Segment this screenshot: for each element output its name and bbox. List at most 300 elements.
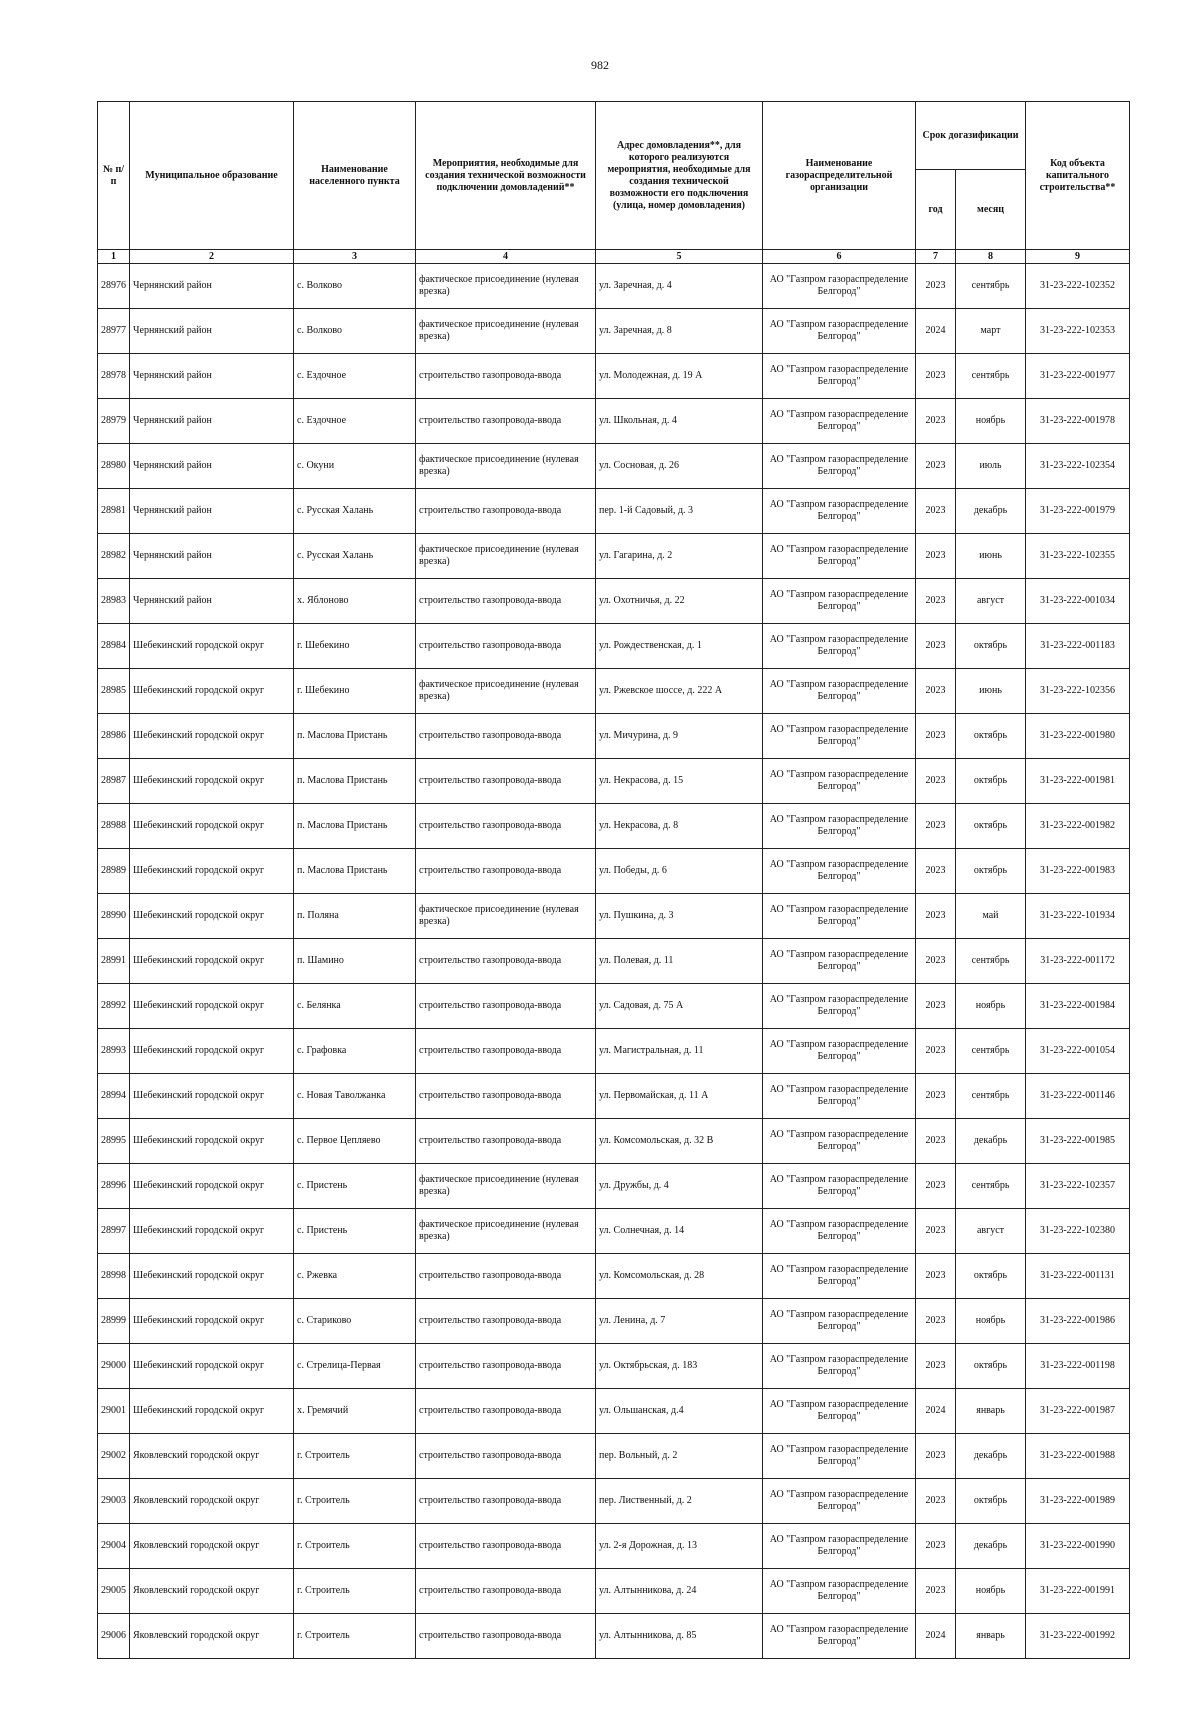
table-row — [98, 1389, 1130, 1434]
event-cell: строительство газопровода-ввода — [416, 804, 596, 849]
table-row — [98, 579, 1130, 624]
month-cell: сентябрь — [956, 939, 1026, 984]
gasification-table — [97, 101, 1130, 1659]
object-code-cell: 31-23-222-102357 — [1026, 1164, 1130, 1209]
month-cell: октябрь — [956, 1254, 1026, 1299]
organization-cell: АО "Газпром газораспределение Белгород" — [763, 1029, 916, 1074]
municipality-cell: Чернянский район — [130, 534, 294, 579]
year-cell: 2023 — [916, 264, 956, 309]
year-cell: 2023 — [916, 444, 956, 489]
year-cell: 2024 — [916, 1389, 956, 1434]
year-cell: 2023 — [916, 534, 956, 579]
month-cell: август — [956, 1209, 1026, 1254]
table-row — [98, 1119, 1130, 1164]
year-cell: 2023 — [916, 489, 956, 534]
organization-cell: АО "Газпром газораспределение Белгород" — [763, 1119, 916, 1164]
object-code-cell: 31-23-222-001977 — [1026, 354, 1130, 399]
row-number: 29000 — [98, 1344, 130, 1389]
year-cell: 2024 — [916, 1614, 956, 1659]
settlement-cell: с. Волково — [294, 309, 416, 354]
event-cell: фактическое присоединение (нулевая врезка) — [416, 894, 596, 939]
municipality-cell: Яковлевский городской округ — [130, 1569, 294, 1614]
year-cell: 2023 — [916, 669, 956, 714]
table-row — [98, 1569, 1130, 1614]
month-cell: сентябрь — [956, 264, 1026, 309]
table-row — [98, 399, 1130, 444]
row-number: 28987 — [98, 759, 130, 804]
header-municipality: Муниципальное образование — [130, 102, 294, 250]
organization-cell: АО "Газпром газораспределение Белгород" — [763, 399, 916, 444]
table-row — [98, 1254, 1130, 1299]
settlement-cell: с. Первое Цепляево — [294, 1119, 416, 1164]
municipality-cell: Шебекинский городской округ — [130, 669, 294, 714]
month-cell: сентябрь — [956, 1164, 1026, 1209]
municipality-cell: Шебекинский городской округ — [130, 1164, 294, 1209]
organization-cell: АО "Газпром газораспределение Белгород" — [763, 354, 916, 399]
month-cell: октябрь — [956, 624, 1026, 669]
month-cell: ноябрь — [956, 1299, 1026, 1344]
settlement-cell: с. Ржевка — [294, 1254, 416, 1299]
organization-cell: АО "Газпром газораспределение Белгород" — [763, 1299, 916, 1344]
address-cell: ул. Заречная, д. 8 — [596, 309, 763, 354]
page-number: 982 — [591, 58, 609, 72]
row-number: 28983 — [98, 579, 130, 624]
column-number: 2 — [130, 250, 294, 264]
event-cell: строительство газопровода-ввода — [416, 1029, 596, 1074]
organization-cell: АО "Газпром газораспределение Белгород" — [763, 939, 916, 984]
year-cell: 2023 — [916, 1479, 956, 1524]
organization-cell: АО "Газпром газораспределение Белгород" — [763, 1614, 916, 1659]
row-number: 28979 — [98, 399, 130, 444]
event-cell: строительство газопровода-ввода — [416, 1344, 596, 1389]
year-cell: 2023 — [916, 1299, 956, 1344]
event-cell: строительство газопровода-ввода — [416, 1119, 596, 1164]
object-code-cell: 31-23-222-102355 — [1026, 534, 1130, 579]
row-number: 28998 — [98, 1254, 130, 1299]
municipality-cell: Чернянский район — [130, 354, 294, 399]
organization-cell: АО "Газпром газораспределение Белгород" — [763, 579, 916, 624]
organization-cell: АО "Газпром газораспределение Белгород" — [763, 714, 916, 759]
event-cell: фактическое присоединение (нулевая врезка) — [416, 1164, 596, 1209]
address-cell: ул. Садовая, д. 75 А — [596, 984, 763, 1029]
address-cell: ул. Октябрьская, д. 183 — [596, 1344, 763, 1389]
row-number: 28981 — [98, 489, 130, 534]
settlement-cell: с. Стариково — [294, 1299, 416, 1344]
row-number: 28994 — [98, 1074, 130, 1119]
header-year: год — [916, 170, 956, 250]
month-cell: октябрь — [956, 804, 1026, 849]
column-number: 6 — [763, 250, 916, 264]
column-number: 5 — [596, 250, 763, 264]
object-code-cell: 31-23-222-001183 — [1026, 624, 1130, 669]
table-row — [98, 849, 1130, 894]
month-cell: сентябрь — [956, 1029, 1026, 1074]
settlement-cell: с. Русская Халань — [294, 534, 416, 579]
year-cell: 2023 — [916, 399, 956, 444]
organization-cell: АО "Газпром газораспределение Белгород" — [763, 1164, 916, 1209]
row-number: 28992 — [98, 984, 130, 1029]
event-cell: строительство газопровода-ввода — [416, 984, 596, 1029]
table-row — [98, 264, 1130, 309]
year-cell: 2023 — [916, 1164, 956, 1209]
table-row — [98, 624, 1130, 669]
column-numbers-row — [98, 250, 1130, 264]
settlement-cell: с. Русская Халань — [294, 489, 416, 534]
settlement-cell: с. Новая Таволжанка — [294, 1074, 416, 1119]
row-number: 29001 — [98, 1389, 130, 1434]
event-cell: фактическое присоединение (нулевая врезка) — [416, 264, 596, 309]
event-cell: строительство газопровода-ввода — [416, 354, 596, 399]
table-row — [98, 1614, 1130, 1659]
row-number: 28999 — [98, 1299, 130, 1344]
address-cell: ул. Солнечная, д. 14 — [596, 1209, 763, 1254]
month-cell: декабрь — [956, 489, 1026, 534]
object-code-cell: 31-23-222-001984 — [1026, 984, 1130, 1029]
table-row — [98, 1479, 1130, 1524]
settlement-cell: г. Строитель — [294, 1479, 416, 1524]
municipality-cell: Шебекинский городской округ — [130, 1119, 294, 1164]
settlement-cell: п. Шамино — [294, 939, 416, 984]
table-body — [98, 264, 1130, 1659]
object-code-cell: 31-23-222-001981 — [1026, 759, 1130, 804]
year-cell: 2023 — [916, 1119, 956, 1164]
event-cell: строительство газопровода-ввода — [416, 1614, 596, 1659]
object-code-cell: 31-23-222-001987 — [1026, 1389, 1130, 1434]
municipality-cell: Шебекинский городской округ — [130, 894, 294, 939]
event-cell: фактическое присоединение (нулевая врезка) — [416, 669, 596, 714]
municipality-cell: Шебекинский городской округ — [130, 984, 294, 1029]
settlement-cell: с. Графовка — [294, 1029, 416, 1074]
year-cell: 2023 — [916, 579, 956, 624]
column-number: 3 — [294, 250, 416, 264]
address-cell: ул. Молодежная, д. 19 А — [596, 354, 763, 399]
address-cell: ул. Некрасова, д. 15 — [596, 759, 763, 804]
settlement-cell: п. Поляна — [294, 894, 416, 939]
settlement-cell: г. Строитель — [294, 1614, 416, 1659]
address-cell: ул. Некрасова, д. 8 — [596, 804, 763, 849]
object-code-cell: 31-23-222-001983 — [1026, 849, 1130, 894]
organization-cell: АО "Газпром газораспределение Белгород" — [763, 489, 916, 534]
municipality-cell: Чернянский район — [130, 264, 294, 309]
month-cell: сентябрь — [956, 354, 1026, 399]
object-code-cell: 31-23-222-001990 — [1026, 1524, 1130, 1569]
year-cell: 2023 — [916, 1074, 956, 1119]
municipality-cell: Шебекинский городской округ — [130, 849, 294, 894]
month-cell: июль — [956, 444, 1026, 489]
year-cell: 2024 — [916, 309, 956, 354]
address-cell: ул. Магистральная, д. 11 — [596, 1029, 763, 1074]
organization-cell: АО "Газпром газораспределение Белгород" — [763, 309, 916, 354]
object-code-cell: 31-23-222-001979 — [1026, 489, 1130, 534]
address-cell: ул. Комсомольская, д. 32 В — [596, 1119, 763, 1164]
event-cell: строительство газопровода-ввода — [416, 1254, 596, 1299]
row-number: 28997 — [98, 1209, 130, 1254]
event-cell: фактическое присоединение (нулевая врезка) — [416, 444, 596, 489]
municipality-cell: Яковлевский городской округ — [130, 1614, 294, 1659]
address-cell: ул. Полевая, д. 11 — [596, 939, 763, 984]
row-number: 28984 — [98, 624, 130, 669]
header-month: месяц — [956, 170, 1026, 250]
object-code-cell: 31-23-222-001054 — [1026, 1029, 1130, 1074]
year-cell: 2023 — [916, 1254, 956, 1299]
address-cell: ул. Ржевское шоссе, д. 222 А — [596, 669, 763, 714]
header-organization: Наименование газораспределительной организации — [763, 102, 916, 250]
municipality-cell: Яковлевский городской округ — [130, 1479, 294, 1524]
table-row — [98, 1524, 1130, 1569]
municipality-cell: Шебекинский городской округ — [130, 1389, 294, 1434]
event-cell: строительство газопровода-ввода — [416, 1299, 596, 1344]
organization-cell: АО "Газпром газораспределение Белгород" — [763, 1074, 916, 1119]
row-number: 29002 — [98, 1434, 130, 1479]
table-row — [98, 759, 1130, 804]
table-row — [98, 1434, 1130, 1479]
municipality-cell: Чернянский район — [130, 309, 294, 354]
organization-cell: АО "Газпром газораспределение Белгород" — [763, 1344, 916, 1389]
row-number: 28978 — [98, 354, 130, 399]
month-cell: январь — [956, 1389, 1026, 1434]
year-cell: 2023 — [916, 354, 956, 399]
municipality-cell: Чернянский район — [130, 579, 294, 624]
organization-cell: АО "Газпром газораспределение Белгород" — [763, 1254, 916, 1299]
address-cell: ул. Комсомольская, д. 28 — [596, 1254, 763, 1299]
address-cell: ул. Гагарина, д. 2 — [596, 534, 763, 579]
row-number: 28982 — [98, 534, 130, 579]
organization-cell: АО "Газпром газораспределение Белгород" — [763, 1479, 916, 1524]
table-row — [98, 534, 1130, 579]
object-code-cell: 31-23-222-001978 — [1026, 399, 1130, 444]
month-cell: июнь — [956, 669, 1026, 714]
year-cell: 2023 — [916, 804, 956, 849]
settlement-cell: г. Шебекино — [294, 669, 416, 714]
column-number: 7 — [916, 250, 956, 264]
event-cell: строительство газопровода-ввода — [416, 489, 596, 534]
table-row — [98, 984, 1130, 1029]
organization-cell: АО "Газпром газораспределение Белгород" — [763, 1569, 916, 1614]
month-cell: март — [956, 309, 1026, 354]
address-cell: пер. Лиственный, д. 2 — [596, 1479, 763, 1524]
address-cell: пер. Вольный, д. 2 — [596, 1434, 763, 1479]
event-cell: строительство газопровода-ввода — [416, 399, 596, 444]
settlement-cell: с. Пристень — [294, 1164, 416, 1209]
event-cell: строительство газопровода-ввода — [416, 1389, 596, 1434]
month-cell: июнь — [956, 534, 1026, 579]
address-cell: ул. Рождественская, д. 1 — [596, 624, 763, 669]
organization-cell: АО "Газпром газораспределение Белгород" — [763, 894, 916, 939]
organization-cell: АО "Газпром газораспределение Белгород" — [763, 1209, 916, 1254]
year-cell: 2023 — [916, 1029, 956, 1074]
organization-cell: АО "Газпром газораспределение Белгород" — [763, 759, 916, 804]
table-row — [98, 1074, 1130, 1119]
row-number: 28976 — [98, 264, 130, 309]
month-cell: сентябрь — [956, 1074, 1026, 1119]
event-cell: строительство газопровода-ввода — [416, 1569, 596, 1614]
settlement-cell: с. Окуни — [294, 444, 416, 489]
municipality-cell: Шебекинский городской округ — [130, 624, 294, 669]
row-number: 28995 — [98, 1119, 130, 1164]
settlement-cell: п. Маслова Пристань — [294, 849, 416, 894]
address-cell: ул. Алтынникова, д. 85 — [596, 1614, 763, 1659]
year-cell: 2023 — [916, 1344, 956, 1389]
organization-cell: АО "Газпром газораспределение Белгород" — [763, 804, 916, 849]
event-cell: строительство газопровода-ввода — [416, 849, 596, 894]
event-cell: строительство газопровода-ввода — [416, 939, 596, 984]
table-row — [98, 1299, 1130, 1344]
table-row — [98, 669, 1130, 714]
row-number: 29006 — [98, 1614, 130, 1659]
object-code-cell: 31-23-222-102354 — [1026, 444, 1130, 489]
row-number: 29003 — [98, 1479, 130, 1524]
settlement-cell: с. Стрелица-Первая — [294, 1344, 416, 1389]
object-code-cell: 31-23-222-001986 — [1026, 1299, 1130, 1344]
municipality-cell: Шебекинский городской округ — [130, 1299, 294, 1344]
event-cell: фактическое присоединение (нулевая врезка) — [416, 534, 596, 579]
municipality-cell: Чернянский район — [130, 489, 294, 534]
column-number: 9 — [1026, 250, 1130, 264]
object-code-cell: 31-23-222-001198 — [1026, 1344, 1130, 1389]
month-cell: октябрь — [956, 759, 1026, 804]
table-row — [98, 1164, 1130, 1209]
table-row — [98, 1344, 1130, 1389]
month-cell: декабрь — [956, 1119, 1026, 1164]
organization-cell: АО "Газпром газораспределение Белгород" — [763, 624, 916, 669]
address-cell: ул. Мичурина, д. 9 — [596, 714, 763, 759]
address-cell: ул. Заречная, д. 4 — [596, 264, 763, 309]
settlement-cell: с. Ездочное — [294, 354, 416, 399]
organization-cell: АО "Газпром газораспределение Белгород" — [763, 1389, 916, 1434]
municipality-cell: Шебекинский городской округ — [130, 804, 294, 849]
settlement-cell: г. Шебекино — [294, 624, 416, 669]
event-cell: строительство газопровода-ввода — [416, 1524, 596, 1569]
month-cell: декабрь — [956, 1434, 1026, 1479]
municipality-cell: Шебекинский городской округ — [130, 714, 294, 759]
municipality-cell: Шебекинский городской округ — [130, 1209, 294, 1254]
event-cell: строительство газопровода-ввода — [416, 579, 596, 624]
row-number: 28991 — [98, 939, 130, 984]
address-cell: ул. Ленина, д. 7 — [596, 1299, 763, 1344]
event-cell: строительство газопровода-ввода — [416, 1074, 596, 1119]
month-cell: октябрь — [956, 714, 1026, 759]
event-cell: строительство газопровода-ввода — [416, 1434, 596, 1479]
object-code-cell: 31-23-222-102356 — [1026, 669, 1130, 714]
column-number: 8 — [956, 250, 1026, 264]
settlement-cell: п. Маслова Пристань — [294, 759, 416, 804]
organization-cell: АО "Газпром газораспределение Белгород" — [763, 669, 916, 714]
object-code-cell: 31-23-222-001988 — [1026, 1434, 1130, 1479]
organization-cell: АО "Газпром газораспределение Белгород" — [763, 534, 916, 579]
year-cell: 2023 — [916, 894, 956, 939]
row-number: 28990 — [98, 894, 130, 939]
object-code-cell: 31-23-222-101934 — [1026, 894, 1130, 939]
object-code-cell: 31-23-222-001989 — [1026, 1479, 1130, 1524]
address-cell: ул. Пушкина, д. 3 — [596, 894, 763, 939]
settlement-cell: х. Гремячий — [294, 1389, 416, 1434]
settlement-cell: п. Маслова Пристань — [294, 804, 416, 849]
month-cell: декабрь — [956, 1524, 1026, 1569]
municipality-cell: Шебекинский городской округ — [130, 1344, 294, 1389]
table-row — [98, 489, 1130, 534]
municipality-cell: Яковлевский городской округ — [130, 1524, 294, 1569]
settlement-cell: с. Ездочное — [294, 399, 416, 444]
event-cell: фактическое присоединение (нулевая врезка) — [416, 1209, 596, 1254]
address-cell: ул. Алтынникова, д. 24 — [596, 1569, 763, 1614]
object-code-cell: 31-23-222-001980 — [1026, 714, 1130, 759]
event-cell: строительство газопровода-ввода — [416, 1479, 596, 1524]
row-number: 28988 — [98, 804, 130, 849]
organization-cell: АО "Газпром газораспределение Белгород" — [763, 1434, 916, 1479]
address-cell: ул. Дружбы, д. 4 — [596, 1164, 763, 1209]
year-cell: 2023 — [916, 939, 956, 984]
table-row — [98, 444, 1130, 489]
header-address: Адрес домовладения**, для которого реализуются мероприятия, необходимые для создания технической возможности его подключения (улица, номер домовладения) — [596, 102, 763, 250]
year-cell: 2023 — [916, 624, 956, 669]
organization-cell: АО "Газпром газораспределение Белгород" — [763, 444, 916, 489]
table-row — [98, 1029, 1130, 1074]
object-code-cell: 31-23-222-102353 — [1026, 309, 1130, 354]
settlement-cell: п. Маслова Пристань — [294, 714, 416, 759]
organization-cell: АО "Газпром газораспределение Белгород" — [763, 264, 916, 309]
row-number: 29005 — [98, 1569, 130, 1614]
year-cell: 2023 — [916, 1524, 956, 1569]
address-cell: пер. 1-й Садовый, д. 3 — [596, 489, 763, 534]
table-row — [98, 354, 1130, 399]
header-event: Мероприятия, необходимые для создания технической возможности подключении домовладений** — [416, 102, 596, 250]
object-code-cell: 31-23-222-001146 — [1026, 1074, 1130, 1119]
municipality-cell: Чернянский район — [130, 399, 294, 444]
address-cell: ул. Охотничья, д. 22 — [596, 579, 763, 624]
row-number: 29004 — [98, 1524, 130, 1569]
row-number: 28977 — [98, 309, 130, 354]
header-settlement: Наименование населенного пункта — [294, 102, 416, 250]
organization-cell: АО "Газпром газораспределение Белгород" — [763, 849, 916, 894]
year-cell: 2023 — [916, 1434, 956, 1479]
month-cell: октябрь — [956, 849, 1026, 894]
object-code-cell: 31-23-222-001985 — [1026, 1119, 1130, 1164]
table-row — [98, 804, 1130, 849]
event-cell: строительство газопровода-ввода — [416, 714, 596, 759]
event-cell: строительство газопровода-ввода — [416, 624, 596, 669]
municipality-cell: Чернянский район — [130, 444, 294, 489]
row-number: 28993 — [98, 1029, 130, 1074]
settlement-cell: г. Строитель — [294, 1434, 416, 1479]
month-cell: ноябрь — [956, 399, 1026, 444]
year-cell: 2023 — [916, 849, 956, 894]
month-cell: август — [956, 579, 1026, 624]
row-number: 28989 — [98, 849, 130, 894]
row-number: 28986 — [98, 714, 130, 759]
year-cell: 2023 — [916, 1569, 956, 1614]
month-cell: январь — [956, 1614, 1026, 1659]
table-row — [98, 894, 1130, 939]
municipality-cell: Шебекинский городской округ — [130, 1029, 294, 1074]
municipality-cell: Шебекинский городской округ — [130, 1254, 294, 1299]
object-code-cell: 31-23-222-001131 — [1026, 1254, 1130, 1299]
object-code-cell: 31-23-222-001992 — [1026, 1614, 1130, 1659]
column-number: 4 — [416, 250, 596, 264]
address-cell: ул. Первомайская, д. 11 А — [596, 1074, 763, 1119]
settlement-cell: г. Строитель — [294, 1569, 416, 1614]
address-cell: ул. Ольшанская, д.4 — [596, 1389, 763, 1434]
settlement-cell: г. Строитель — [294, 1524, 416, 1569]
year-cell: 2023 — [916, 1209, 956, 1254]
year-cell: 2023 — [916, 714, 956, 759]
column-number: 1 — [98, 250, 130, 264]
table-row — [98, 939, 1130, 984]
row-number: 28996 — [98, 1164, 130, 1209]
month-cell: октябрь — [956, 1344, 1026, 1389]
table-row — [98, 714, 1130, 759]
municipality-cell: Шебекинский городской округ — [130, 939, 294, 984]
header-deadline: Срок догазификации — [916, 102, 1026, 170]
